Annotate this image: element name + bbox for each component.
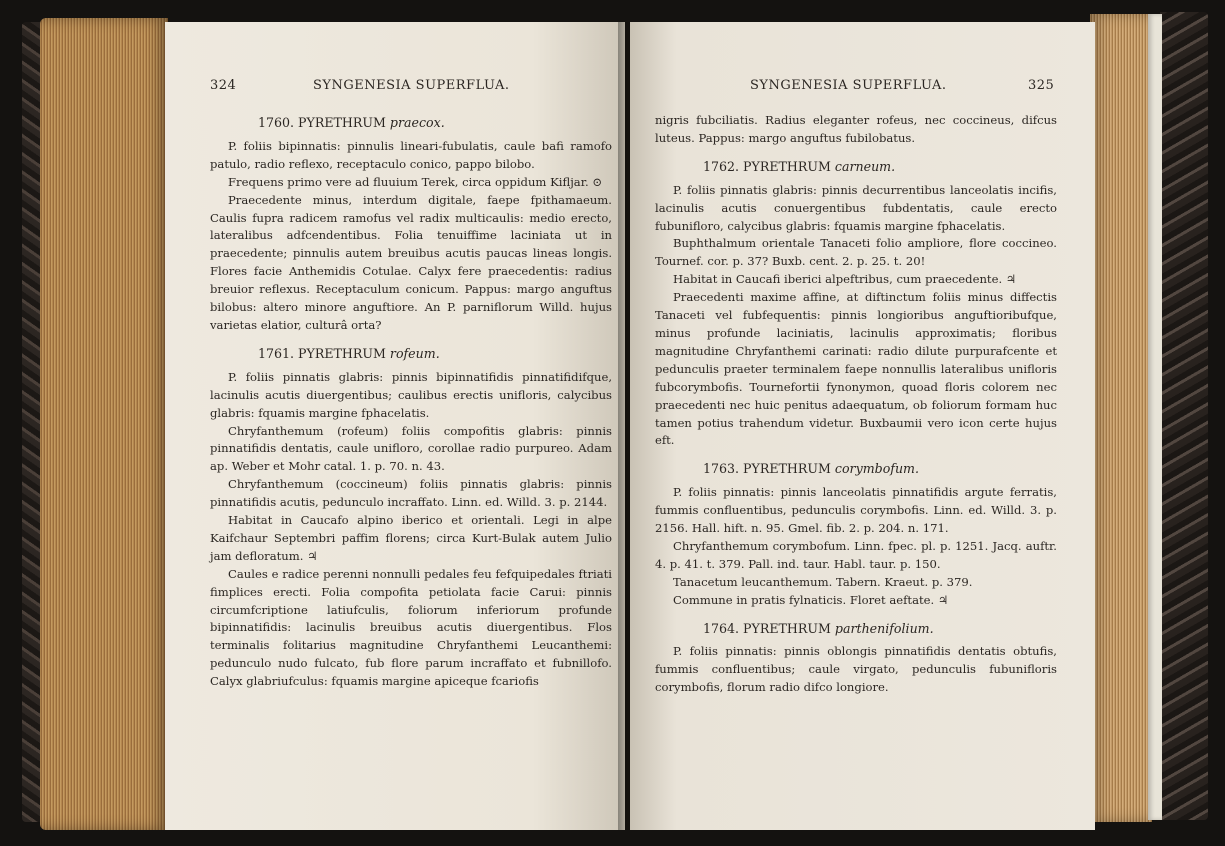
section-heading — [210, 114, 612, 132]
left-page — [165, 22, 625, 830]
right-page — [630, 22, 1095, 830]
paragraph: Commune in pratis fylnaticis. Floret aeftate. ♃ — [673, 592, 949, 607]
paragraph: Praecedenti maxime affine, at diftinctum foliis minus diffectis Tanaceti vel fubfequentis: pinnis longioribus anguftioribufque, minus profunde laciniatis, lacinulis approximatis; floribus magnitudine Chryfanthemi carinati: radio dilute purpurafcente et pedunculis praeter terminalem faepe nonnullis lateralibus unifloris fubcorymbofis. Tournefortii fynonymon, quoad floris colorem nec praecedenti nec huic penitus adaequatum, ob foliorum formam huc tamen potius trahendum videtur. Buxbaumii vero icon certe hujus eft. — [655, 290, 1057, 448]
paragraph: Buphthalmum orientale Tanaceti folio ampliore, flore coccineo. Tournef. cor. p. 37? Buxb. cent. 2. p. 25. t. 20! — [655, 236, 1057, 269]
page-edges-left — [40, 18, 168, 830]
paragraph: Praecedente minus, interdum digitale, faepe fpithamaeum. Caulis fupra radicem ramofus vel radix multicaulis: medio erecto, lateralibus adfcendentibus. Folia tenuiffime laciniata ut in praecedente; pinnulis autem breuibus acutis paucas lineas longis. Flores facie Anthemidis Cotulae. Calyx fere praecedentis: radius breuior reflexus. Receptaculum conicum. Pappus: margo anguftus bilobus: altero minore anguftiore. An P. parniflorum Willd. hujus varietas elatior, culturâ orta? — [210, 192, 612, 332]
paragraph: Chryfanthemum (coccineum) foliis pinnatis glabris: pinnis pinnatifidis acutis, pedunculo incraffato. Linn. ed. Willd. 3. p. 2144. — [210, 477, 612, 510]
heading-epithet: parthenifolium. — [834, 620, 934, 636]
section-heading — [655, 460, 1057, 478]
paragraph: P. foliis pinnatis: pinnis oblongis pinnatifidis dentatis obtufis, fummis confluentibus; caule virgato, pedunculis fubunifloris corymbofis, florum radio difco longiore. — [655, 644, 1057, 695]
heading-number: 1761. PYRETHRUM — [258, 345, 386, 361]
paragraph: Tanacetum leucanthemum. Tabern. Kraeut. p. 379. — [673, 574, 973, 589]
heading-epithet: rofeum. — [389, 345, 440, 361]
paragraph: Chryfanthemum (rofeum) foliis compofitis glabris: pinnis pinnatifidis dentatis, caule unifloro, corollae radio purpureo. Adam ap. Weber et Mohr catal. 1. p. 70. n. 43. — [210, 423, 612, 474]
running-title: SYNGENESIA SUPERFLUA. — [313, 78, 510, 93]
paragraph: P. foliis pinnatis glabris: pinnis decurrentibus lanceolatis incifis, lacinulis acutis conuergentibus fubdentatis, caule erecto fubunifloro, calycibus glabris: fquamis margine fphacelatis. — [655, 182, 1057, 233]
marbled-cover-right — [1160, 12, 1208, 820]
section-heading — [655, 620, 1057, 638]
left-running-head — [165, 78, 625, 100]
paragraph: P. foliis bipinnatis: pinnulis lineari-fubulatis, caule bafi ramofo patulo, radio reflexo, receptaculo conico, pappo bilobo. — [210, 138, 612, 171]
flyleaf — [1148, 14, 1162, 820]
section-heading — [655, 158, 1057, 176]
heading-number: 1762. PYRETHRUM — [703, 158, 831, 174]
heading-epithet: praecox. — [389, 115, 445, 130]
heading-number: 1764. PYRETHRUM — [703, 620, 831, 636]
left-page-text — [210, 112, 612, 691]
running-title: SYNGENESIA SUPERFLUA. — [750, 78, 947, 93]
page-number: 324 — [210, 78, 237, 93]
paragraph: P. foliis pinnatis glabris: pinnis bipinnatifidis pinnatifidifque, lacinulis acutis diuergentibus; caulibus erectis unifloris, calycibus glabris: fquamis margine fphacelatis. — [210, 369, 612, 420]
heading-number: 1763. PYRETHRUM — [703, 461, 831, 477]
paragraph: Habitat in Caucafo alpino iberico et orientali. Legi in alpe Kaifchaur Septembri paffim florens; circa Kurt-Bulak autem Julio jam defloratum. ♃ — [210, 513, 612, 563]
heading-epithet: carneum. — [834, 158, 896, 174]
heading-number: 1760. PYRETHRUM — [258, 115, 386, 130]
heading-epithet: corymbofum. — [834, 461, 919, 477]
section-heading — [210, 345, 612, 363]
paragraph: Chryfanthemum corymbofum. Linn. fpec. pl. p. 1251. Jacq. auftr. 4. p. 41. t. 379. Pall. ind. taur. Habl. taur. p. 150. — [655, 538, 1057, 571]
paragraph: Frequens primo vere ad fluuium Terek, circa oppidum Kifljar. ⊙ — [228, 174, 603, 189]
page-number: 325 — [1028, 78, 1055, 93]
right-running-head — [630, 78, 1095, 100]
paragraph: Habitat in Caucafi iberici alpeftribus, cum praecedente. ♃ — [673, 272, 1017, 287]
paragraph: Caules e radice perenni nonnulli pedales feu fefquipedales ftriati fimplices erecti. Folia compofita petiolata facie Carui: pinnis circumfcriptione latiufculis, foliorum inferiorum profunde bipinnatifidis: lacinulis breuibus acutis diuergentibus. Flos terminalis folitarius magnitudine Chryfanthemi Leucanthemi: pedunculo nudo fulcato, fub flore parum incraffato et fubnillofo. Calyx glabriufculus: fquamis margine apiceque fcariofis — [210, 566, 612, 689]
page-edges-right — [1090, 14, 1152, 822]
paragraph: nigris fubciliatis. Radius eleganter rofeus, nec coccineus, difcus luteus. Pappus: margo anguftus fubilobatus. — [655, 113, 1057, 145]
paragraph: P. foliis pinnatis: pinnis lanceolatis pinnatifidis argute ferratis, fummis confluentibus, pedunculis corymbofis. Linn. ed. Willd. 3. p. 2156. Hall. hift. n. 95. Gmel. fib. 2. p. 204. n. 171. — [655, 485, 1057, 536]
right-page-text — [655, 112, 1057, 697]
